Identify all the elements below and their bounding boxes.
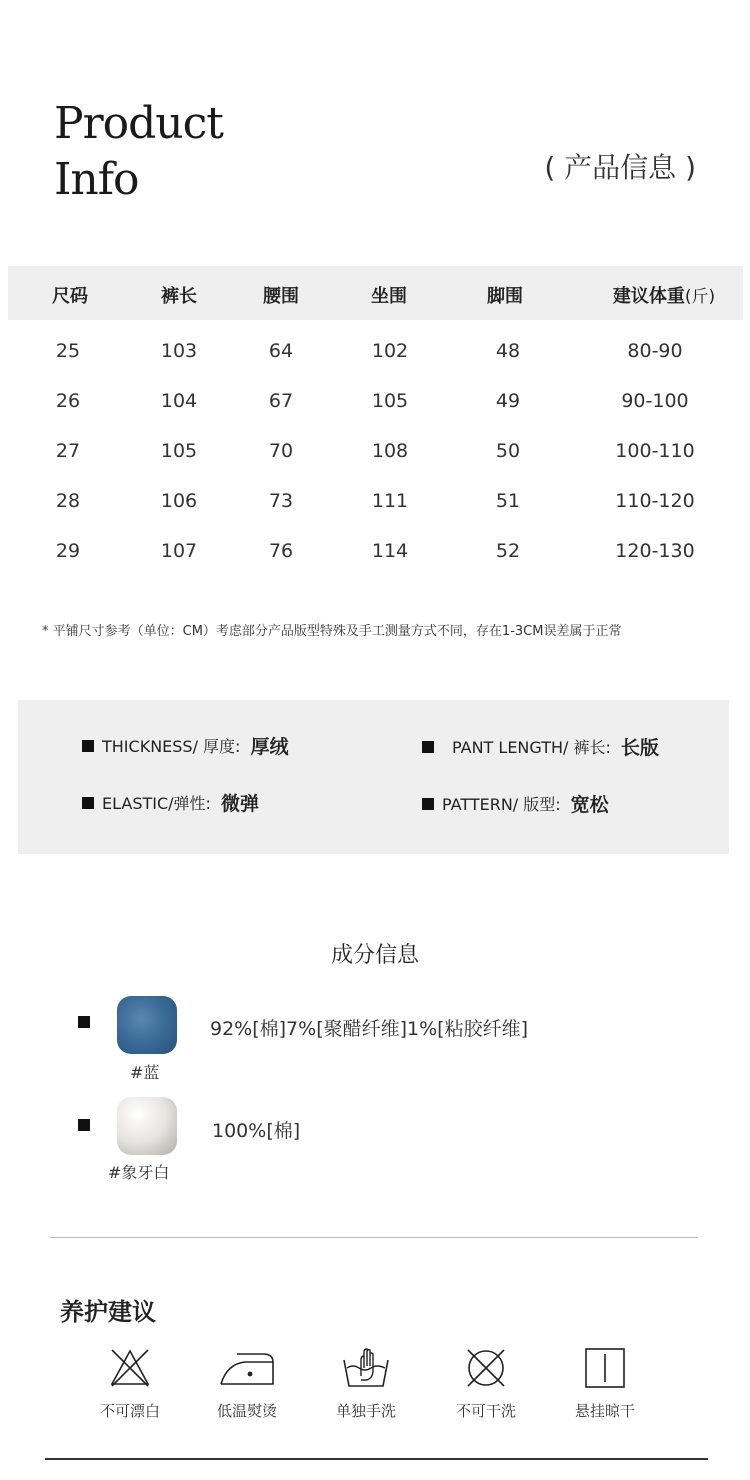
attribute-pattern: [422, 790, 609, 817]
attribute-value: 长版: [620, 737, 659, 759]
table-cell: 105: [160, 440, 198, 462]
table-cell: 29: [55, 540, 81, 562]
table-cell: 70: [268, 440, 294, 462]
column-header-length: 裤长: [161, 286, 197, 307]
color-swatch-ivory: [117, 1097, 177, 1155]
composition-text: 100%[棉]: [212, 1120, 301, 1142]
attribute-value: 微弹: [220, 793, 259, 815]
weight-unit: (斤): [684, 287, 716, 307]
table-cell: 25: [55, 340, 81, 362]
column-header-hip: 坐围: [371, 286, 407, 307]
care-label: 低温熨烫: [216, 1402, 277, 1420]
composition-title: 成分信息: [330, 943, 419, 968]
page-subtitle: ( 产品信息 ): [544, 151, 696, 184]
section-divider: [50, 1237, 698, 1238]
care-label: 悬挂晾干: [574, 1402, 635, 1420]
table-cell: 90-100: [621, 390, 689, 412]
bullet-square-icon: [422, 741, 434, 753]
table-cell: 120-130: [615, 540, 695, 562]
attributes-panel: [18, 700, 729, 854]
attribute-label: THICKNESS/ 厚度:: [102, 737, 241, 756]
care-label: 不可干洗: [455, 1402, 516, 1420]
table-cell: 48: [495, 340, 521, 362]
bullet-square-icon: [78, 1016, 90, 1028]
no-bleach-icon: [108, 1346, 152, 1390]
column-header-size: 尺码: [52, 286, 88, 307]
table-cell: 49: [495, 390, 521, 412]
bullet-square-icon: [78, 1119, 90, 1131]
attribute-pant-length: [422, 733, 659, 760]
color-name: #象牙白: [108, 1163, 170, 1182]
care-item-hand-wash: [311, 1346, 421, 1421]
column-header-waist: 腰围: [263, 286, 299, 307]
attribute-label: PATTERN/ 版型:: [442, 795, 561, 814]
care-label: 单独手洗: [335, 1402, 396, 1420]
table-row: [8, 540, 743, 570]
table-cell: 67: [268, 390, 294, 412]
table-cell: 104: [160, 390, 198, 412]
table-cell: 106: [160, 490, 198, 512]
table-cell: 51: [495, 490, 521, 512]
attribute-value: 宽松: [570, 794, 609, 816]
table-row: [8, 390, 743, 420]
table-cell: 107: [160, 540, 198, 562]
table-cell: 28: [55, 490, 81, 512]
table-cell: 80-90: [627, 340, 683, 362]
table-cell: 27: [55, 440, 81, 462]
weight-label: 建议体重: [612, 286, 685, 307]
table-cell: 50: [495, 440, 521, 462]
attribute-label: ELASTIC/弹性:: [102, 794, 211, 813]
attribute-thickness: [82, 732, 288, 759]
column-header-hem: 脚围: [487, 286, 523, 307]
attribute-label: PANT LENGTH/ 裤长:: [452, 738, 611, 757]
color-name: #蓝: [130, 1063, 160, 1082]
table-cell: 73: [268, 490, 294, 512]
bottom-divider: [45, 1458, 708, 1460]
low-iron-icon: [217, 1346, 277, 1390]
table-row: [8, 340, 743, 370]
hang-dry-icon: [583, 1346, 627, 1390]
title-line-2: Info: [54, 154, 139, 205]
care-title: 养护建议: [60, 1298, 156, 1326]
table-cell: 105: [371, 390, 409, 412]
care-item-no-bleach: [75, 1346, 185, 1421]
bullet-square-icon: [82, 740, 94, 752]
table-cell: 110-120: [615, 490, 695, 512]
table-cell: 52: [495, 540, 521, 562]
color-swatch-blue: [117, 996, 177, 1054]
title-line-1: Product: [54, 98, 223, 149]
bullet-square-icon: [422, 798, 434, 810]
table-cell: 76: [268, 540, 294, 562]
composition-text: 92%[棉]7%[聚醋纤维]1%[粘胶纤维]: [210, 1018, 528, 1040]
table-cell: 26: [55, 390, 81, 412]
table-cell: 111: [371, 490, 409, 512]
hand-wash-icon: [341, 1346, 391, 1390]
attribute-value: 厚绒: [250, 736, 289, 758]
care-item-hang-dry: [550, 1346, 660, 1421]
attribute-elastic: [82, 789, 259, 816]
no-dry-clean-icon: [464, 1346, 508, 1390]
measurement-note: * 平铺尺寸参考（单位：CM）考虑部分产品版型特殊及手工测量方式不同，存在1-3CM误差属于正常: [42, 624, 622, 639]
page-title: [54, 96, 223, 208]
table-cell: 100-110: [615, 440, 695, 462]
care-item-no-dry-clean: [431, 1346, 541, 1421]
care-item-low-iron: [192, 1346, 302, 1421]
table-row: [8, 440, 743, 470]
size-table-header: [8, 266, 743, 320]
column-header-weight: [613, 282, 715, 308]
table-cell: 102: [371, 340, 409, 362]
table-cell: 114: [371, 540, 409, 562]
table-cell: 108: [371, 440, 409, 462]
care-label: 不可漂白: [99, 1402, 160, 1420]
table-cell: 64: [268, 340, 294, 362]
table-row: [8, 490, 743, 520]
bullet-square-icon: [82, 797, 94, 809]
table-cell: 103: [160, 340, 198, 362]
